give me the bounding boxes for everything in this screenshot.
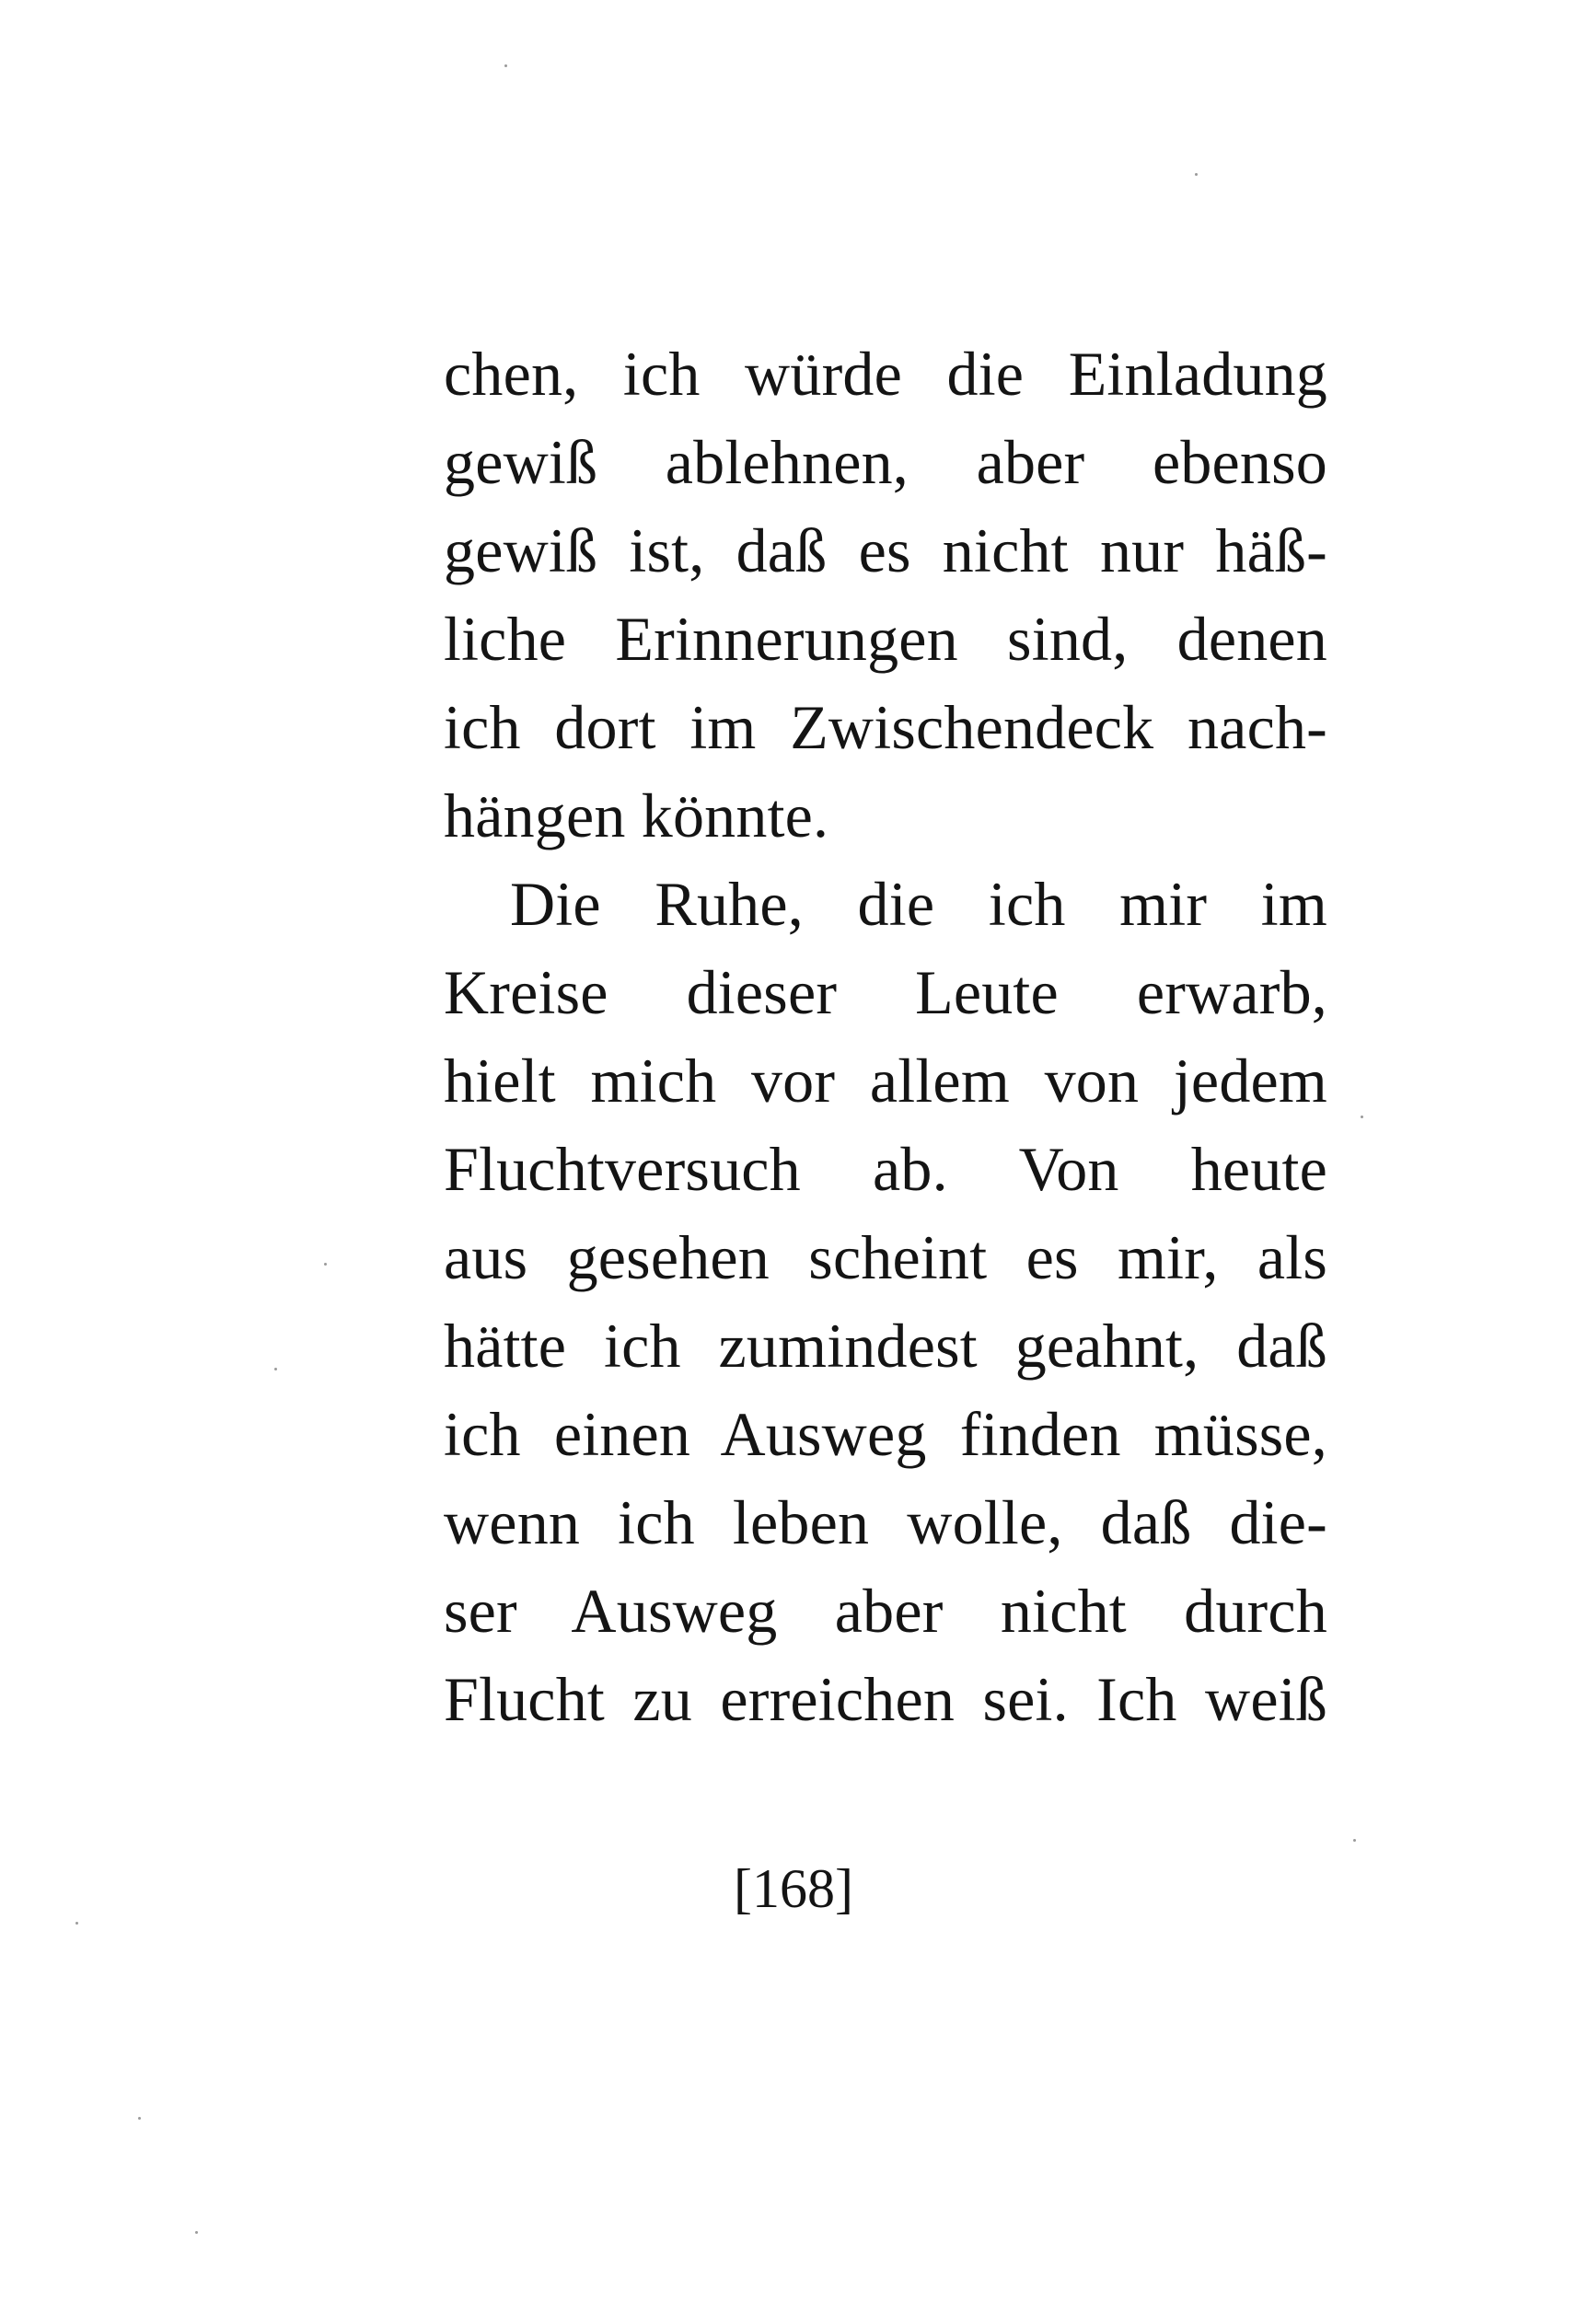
body-text	[444, 330, 1327, 1743]
text-line: Fluchtversuch ab. Von heute	[444, 1134, 1327, 1204]
text-line: hängen könnte.	[444, 780, 829, 850]
text-line: hielt mich vor allem von jedem	[444, 1046, 1327, 1116]
text-line: ich dort im Zwischendeck nach-	[444, 692, 1327, 762]
scan-speck	[274, 1368, 277, 1370]
scan-speck	[1353, 1839, 1356, 1842]
text-line: ser Ausweg aber nicht durch	[444, 1576, 1327, 1646]
text-line: gewiß ist, daß es nicht nur häß-	[444, 515, 1327, 585]
text-line: hätte ich zumindest geahnt, daß	[444, 1311, 1327, 1381]
text-line: liche Erinnerungen sind, denen	[444, 604, 1327, 674]
text-line: aus gesehen scheint es mir, als	[444, 1222, 1327, 1292]
text-line: chen, ich würde die Einladung	[444, 339, 1327, 409]
scan-speck	[1361, 1116, 1363, 1118]
scan-speck	[324, 1263, 327, 1266]
text-line: Flucht zu erreichen sei. Ich weiß	[444, 1664, 1327, 1734]
page-number: [168]	[734, 1858, 853, 1919]
scan-speck	[195, 2231, 198, 2234]
text-line: Die Ruhe, die ich mir im	[510, 869, 1327, 939]
scan-speck	[1195, 173, 1198, 176]
text-line: Kreise dieser Leute erwarb,	[444, 957, 1327, 1027]
text-line: ich einen Ausweg finden müsse,	[444, 1399, 1327, 1469]
scan-speck	[138, 2117, 141, 2120]
text-line: wenn ich leben wolle, daß die-	[444, 1487, 1327, 1557]
scan-speck	[504, 64, 507, 67]
scan-speck	[75, 1922, 78, 1925]
text-line: gewiß ablehnen, aber ebenso	[444, 427, 1327, 497]
